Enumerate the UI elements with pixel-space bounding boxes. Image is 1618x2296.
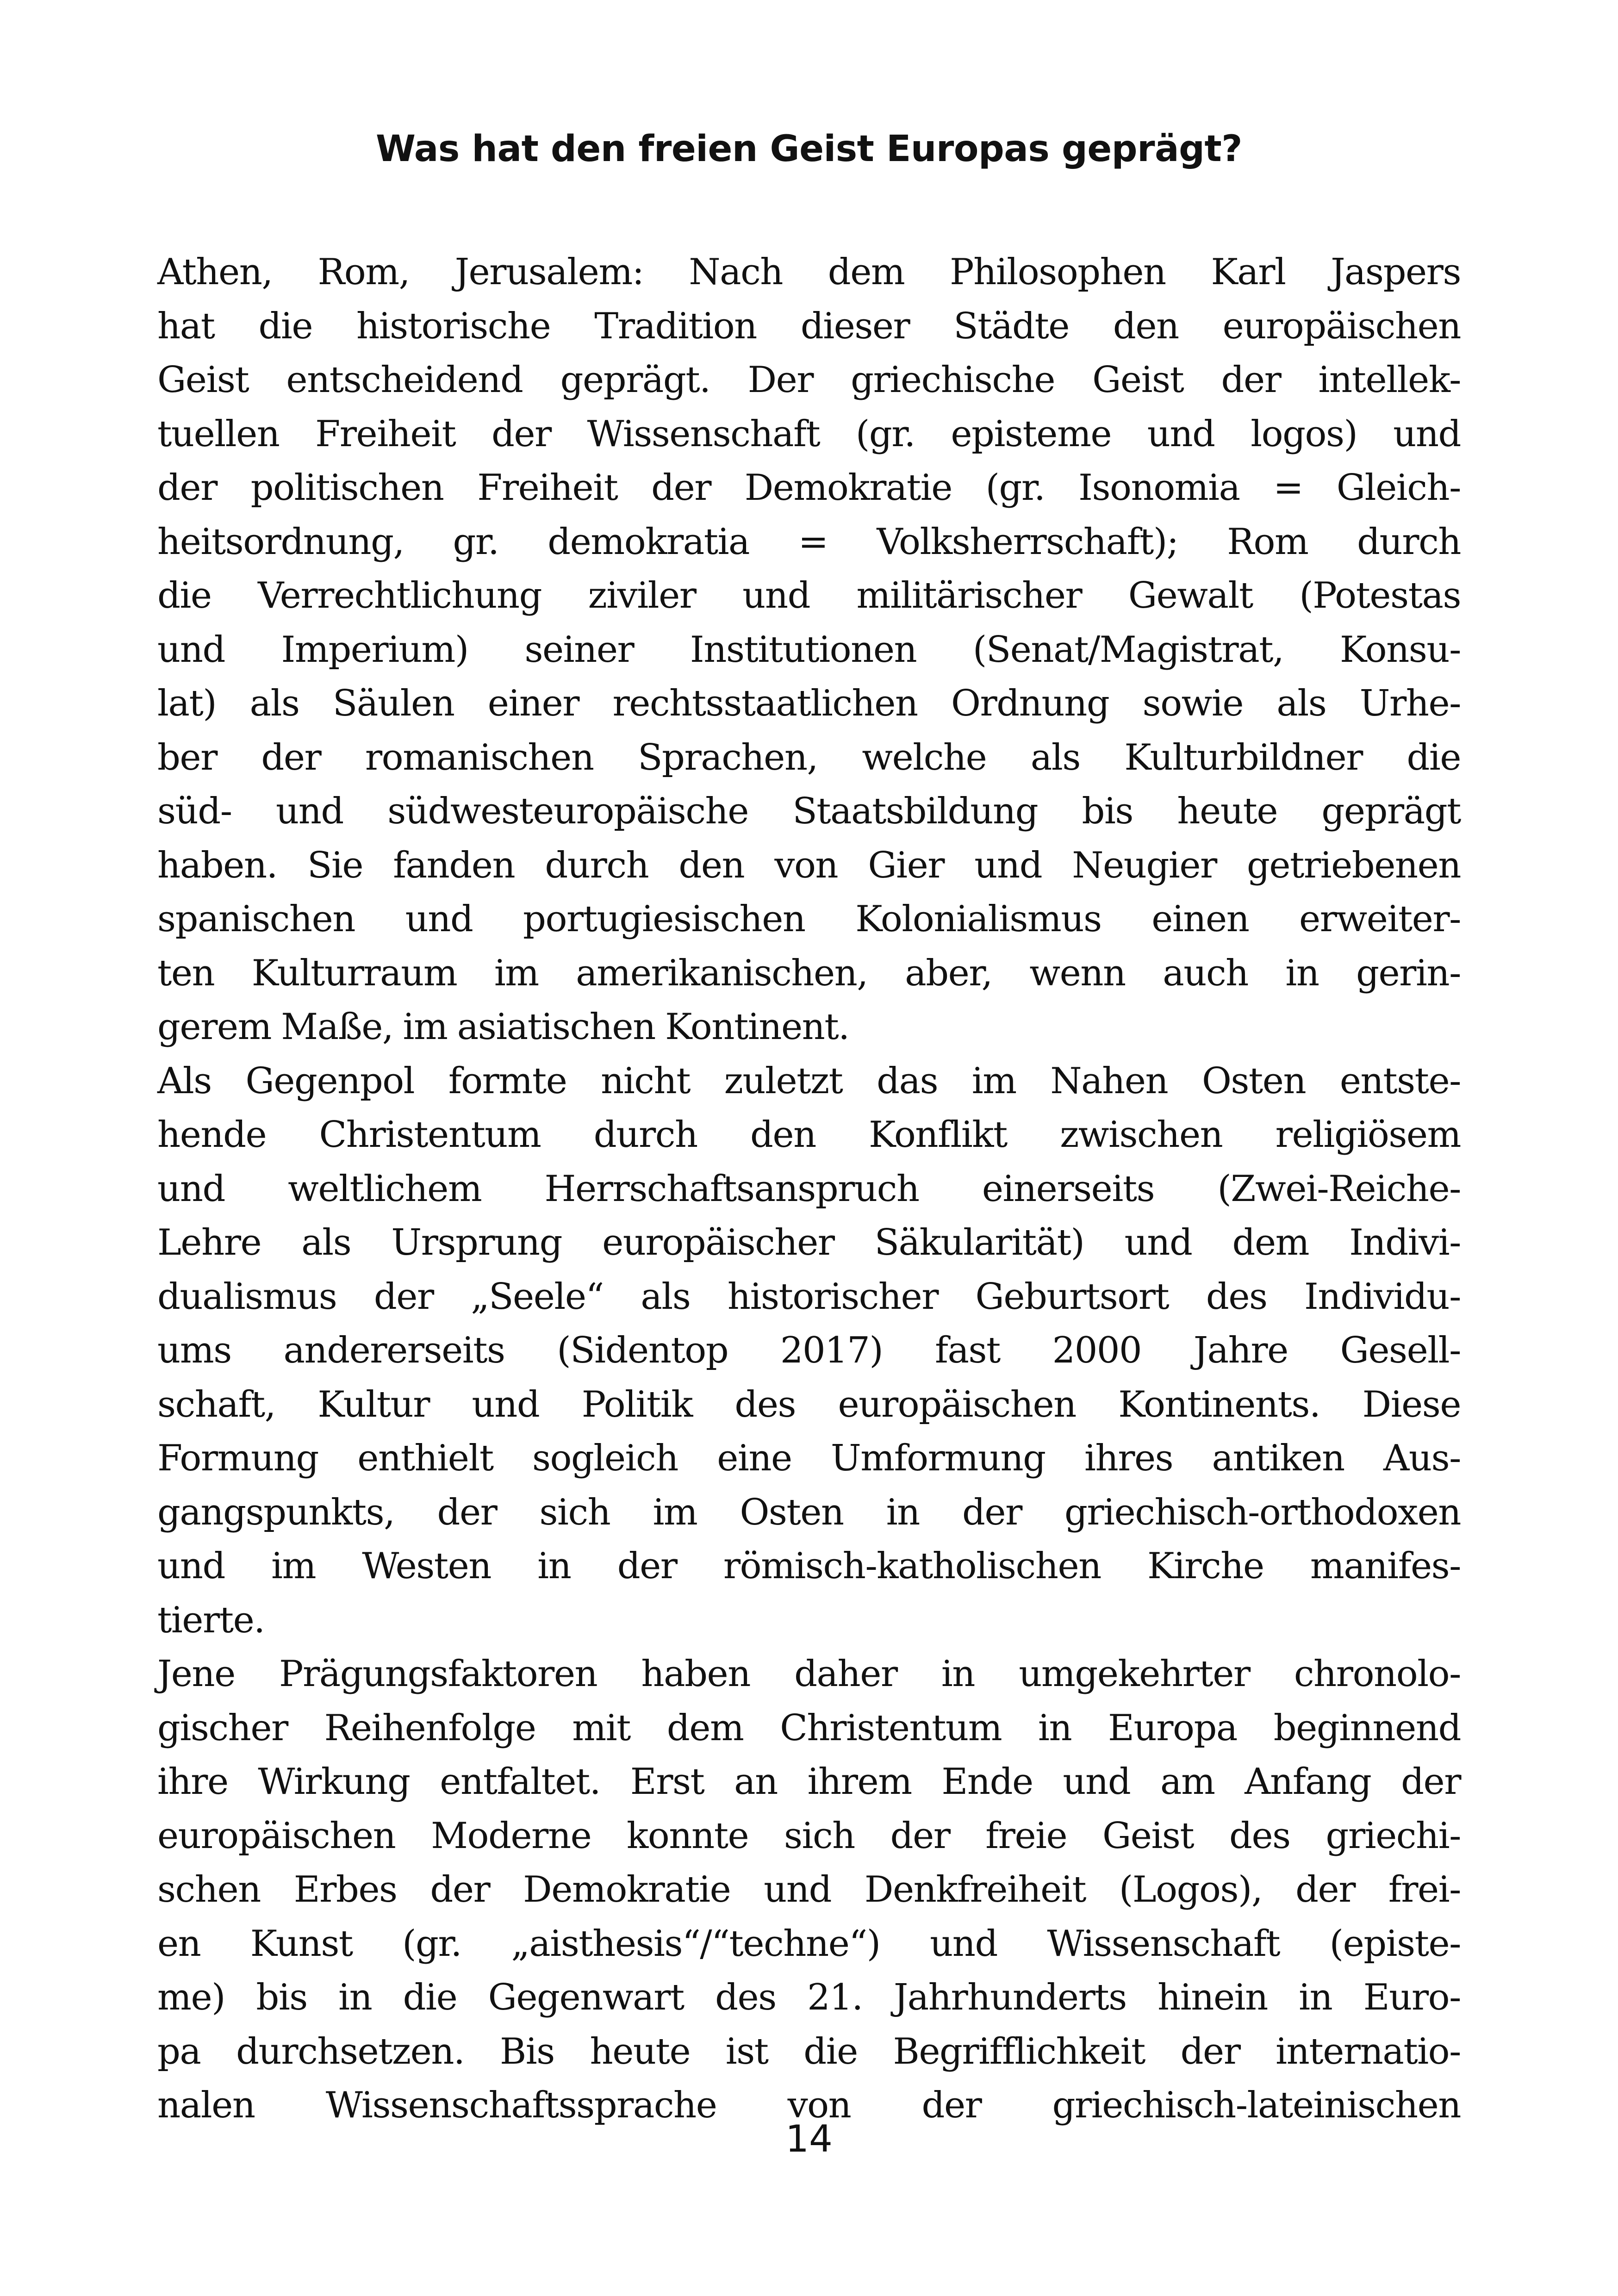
body-text (157, 245, 1461, 2133)
text-line: tuellen Freiheit der Wissenschaft (gr. episteme und logos) und (157, 413, 1461, 455)
text-line: der politischen Freiheit der Demokratie (gr. Isonomia = Gleich- (157, 467, 1461, 509)
paragraph (157, 1054, 1461, 1648)
text-line: tierte. (157, 1599, 265, 1641)
text-line: Jene Prägungsfaktoren haben daher in umgekehrter chronolo- (157, 1653, 1461, 1695)
text-line: und im Westen in der römisch-katholischen Kirche manifes- (157, 1545, 1461, 1587)
text-line: me) bis in die Gegenwart des 21. Jahrhunderts hinein in Euro- (157, 1977, 1461, 2018)
page-number: 14 (785, 2117, 833, 2160)
text-line: süd- und südwesteuropäische Staatsbildung bis heute geprägt (157, 790, 1461, 832)
text-line: haben. Sie fanden durch den von Gier und Neugier getriebenen (157, 844, 1461, 886)
text-line: europäischen Moderne konnte sich der freie Geist des griechi- (157, 1815, 1461, 1857)
text-line: schen Erbes der Demokratie und Denkfreiheit (Logos), der frei- (157, 1869, 1461, 1910)
text-line: en Kunst (gr. „aisthesis“/“techne“) und Wissenschaft (episte- (157, 1923, 1461, 1965)
text-line: nalen Wissenschaftssprache von der griechisch-lateinischen (157, 2084, 1461, 2126)
text-line: schaft, Kultur und Politik des europäischen Kontinents. Diese (157, 1383, 1461, 1425)
text-line: Lehre als Ursprung europäischer Säkularität) und dem Indivi- (157, 1222, 1461, 1263)
text-line: ten Kulturraum im amerikanischen, aber, wenn auch in gerin- (157, 952, 1461, 994)
paragraph (157, 245, 1461, 1054)
text-line: gangspunkts, der sich im Osten in der griechisch-orthodoxen (157, 1491, 1461, 1533)
text-line: Athen, Rom, Jerusalem: Nach dem Philosophen Karl Jaspers (157, 251, 1461, 293)
text-line: gischer Reihenfolge mit dem Christentum in Europa beginnend (157, 1707, 1461, 1749)
text-line: ber der romanischen Sprachen, welche als Kulturbildner die (157, 736, 1461, 778)
text-line: heitsordnung, gr. demokratia = Volksherrschaft); Rom durch (157, 521, 1461, 563)
paragraph (157, 1647, 1461, 2133)
text-line: Geist entscheidend geprägt. Der griechische Geist der intellek- (157, 359, 1461, 401)
text-line: ihre Wirkung entfaltet. Erst an ihrem Ende und am Anfang der (157, 1761, 1461, 1803)
text-line: die Verrechtlichung ziviler und militärischer Gewalt (Potestas (157, 575, 1461, 616)
text-line: Als Gegenpol formte nicht zuletzt das im Nahen Osten entste- (157, 1060, 1461, 1102)
text-line: dualismus der „Seele“ als historischer Geburtsort des Individu- (157, 1276, 1461, 1318)
text-line: ums andererseits (Sidentop 2017) fast 2000 Jahre Gesell- (157, 1330, 1461, 1371)
text-line: und weltlichem Herrschaftsanspruch einerseits (Zwei-Reiche- (157, 1168, 1461, 1210)
page-title: Was hat den freien Geist Europas geprägt? (375, 128, 1243, 170)
text-line: Formung enthielt sogleich eine Umformung ihres antiken Aus- (157, 1437, 1461, 1479)
text-line: gerem Maße, im asiatischen Kontinent. (157, 1006, 849, 1048)
text-line: lat) als Säulen einer rechtsstaatlichen Ordnung sowie als Urhe- (157, 683, 1461, 724)
text-line: und Imperium) seiner Institutionen (Senat/Magistrat, Konsu- (157, 628, 1461, 671)
text-line: pa durchsetzen. Bis heute ist die Begrifflichkeit der internatio- (157, 2030, 1461, 2072)
text-line: hende Christentum durch den Konflikt zwischen religiösem (157, 1114, 1461, 1156)
text-line: spanischen und portugiesischen Kolonialismus einen erweiter- (157, 898, 1461, 940)
text-line: hat die historische Tradition dieser Städte den europäischen (157, 305, 1461, 347)
